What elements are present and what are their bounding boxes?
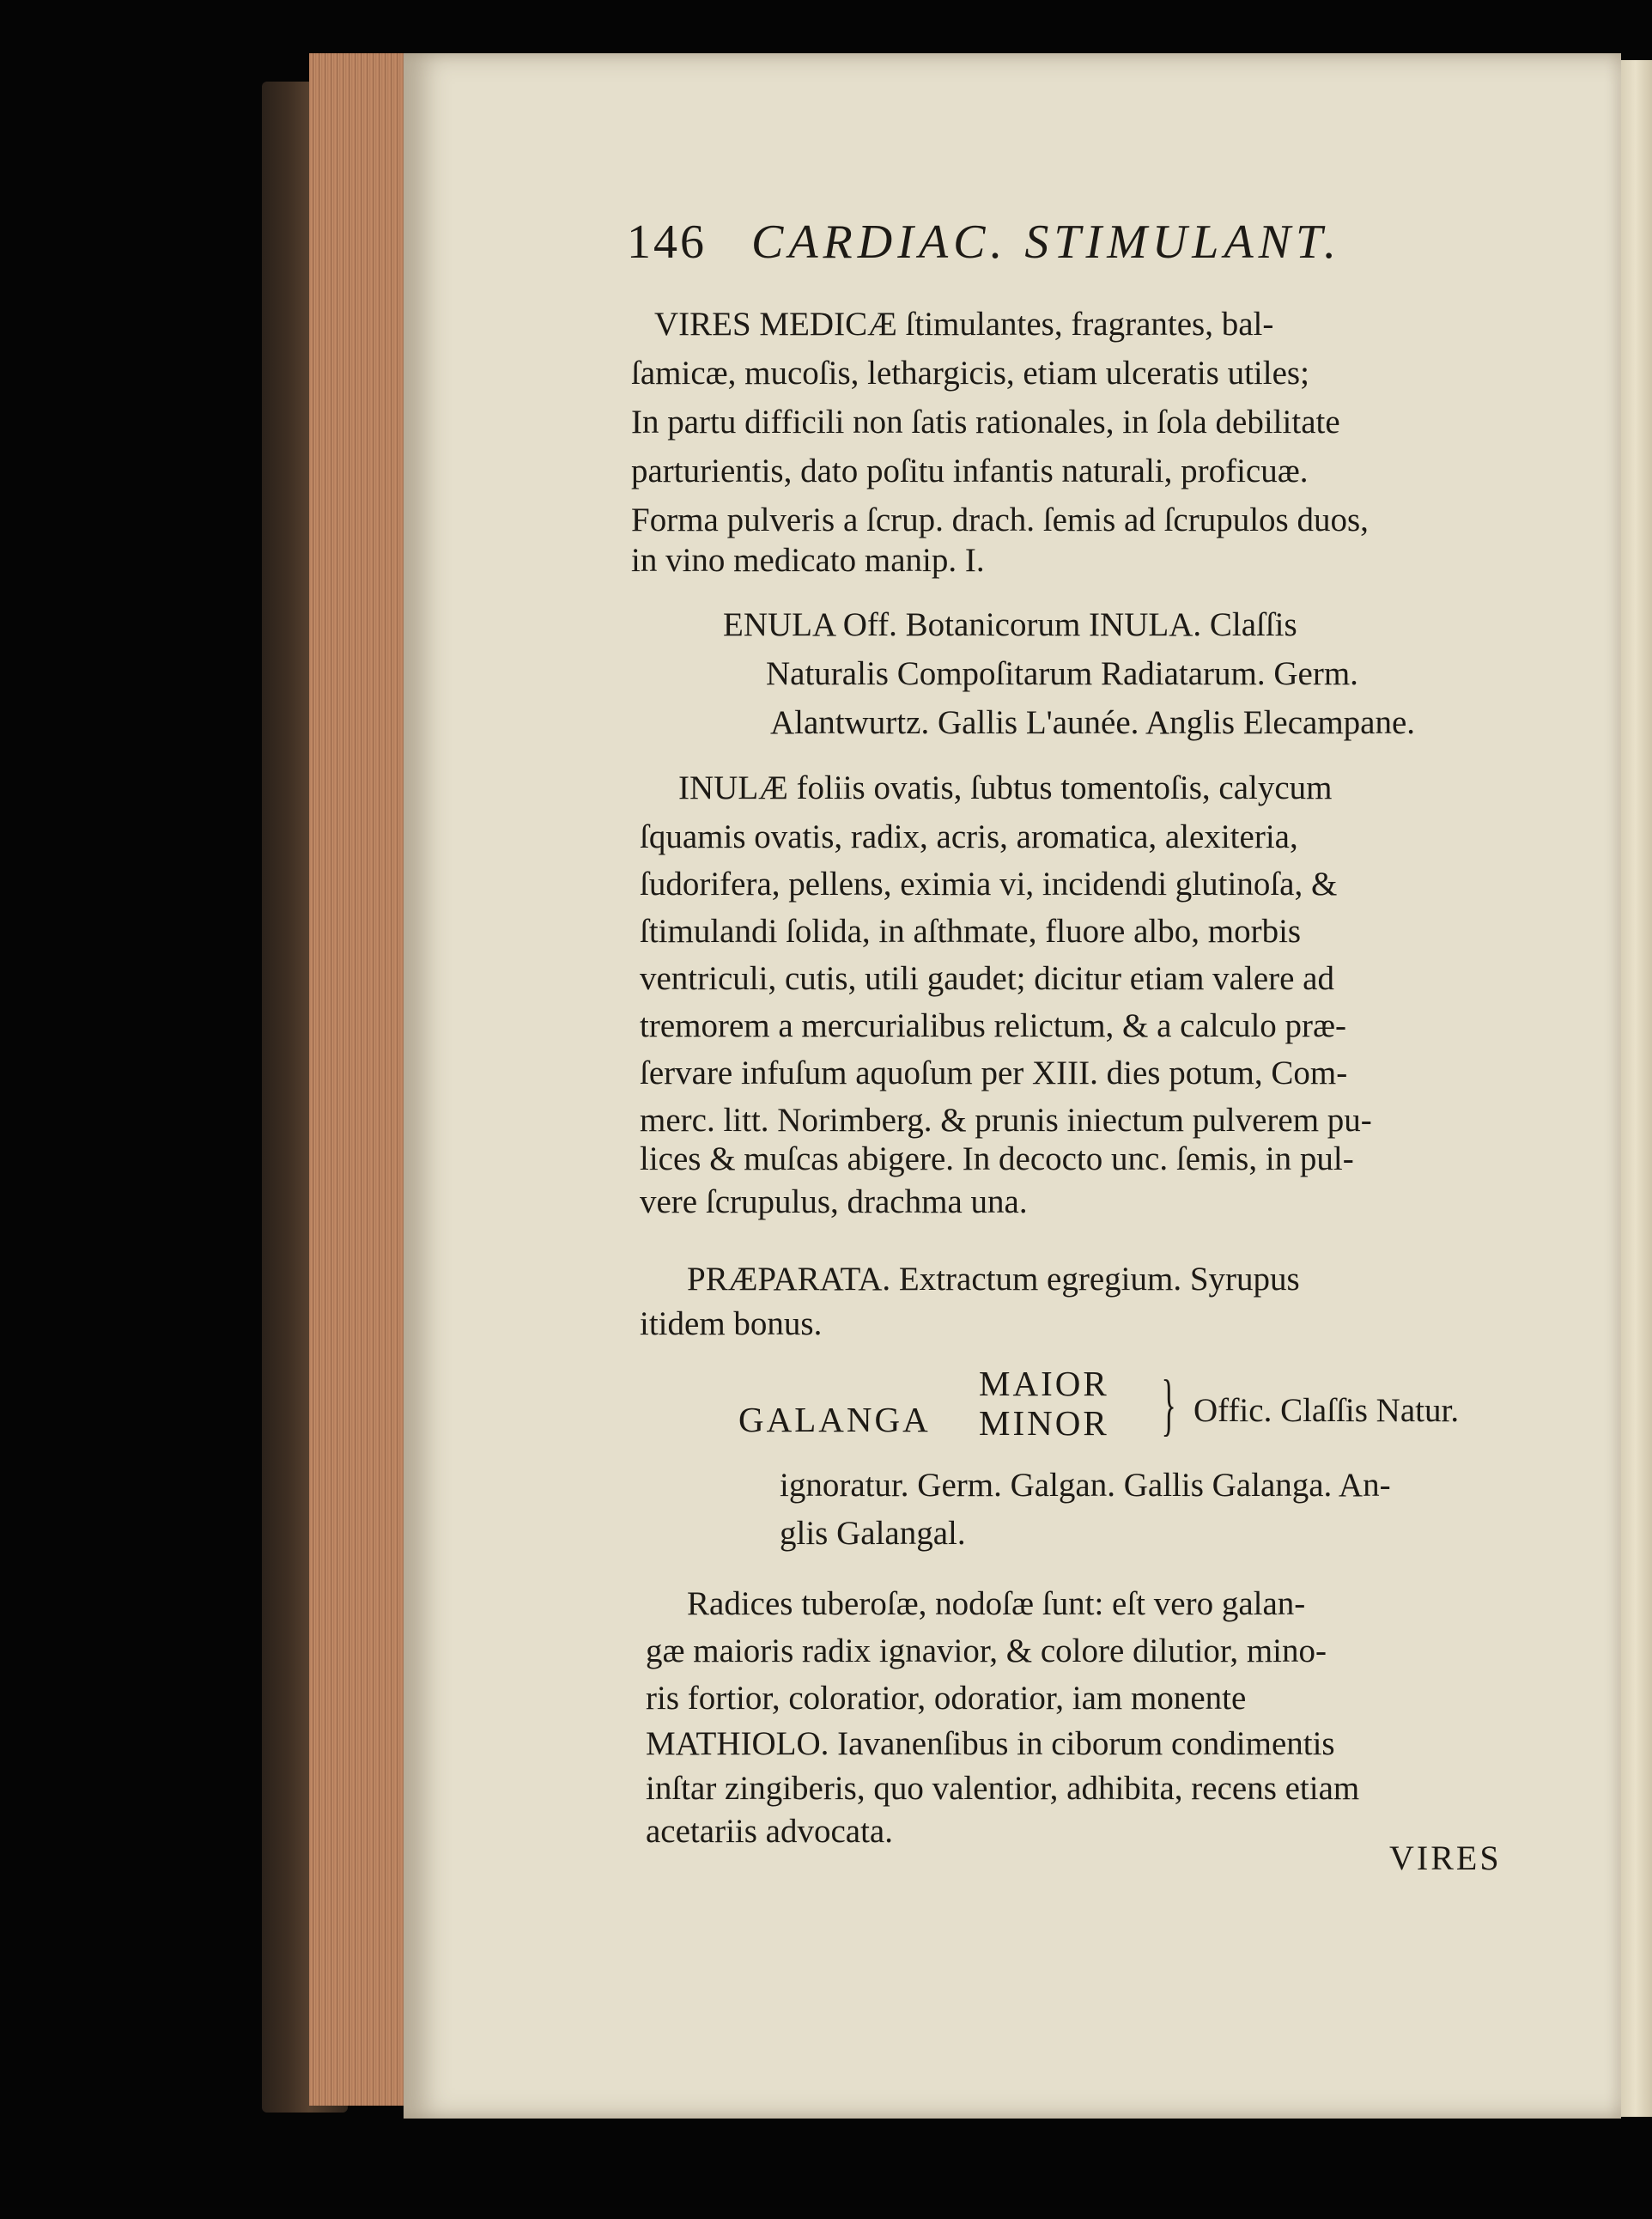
- galanga-line-1-rest: Offic. Claſſis Natur.: [1193, 1392, 1460, 1429]
- inulae-line-1: INULÆ foliis ovatis, ſubtus tomentoſis, calycum: [678, 769, 1333, 806]
- vires-line-3: In partu difficili non ſatis rationales, in ſola debilitate: [631, 404, 1340, 441]
- running-title: CARDIAC. STIMULANT.: [751, 216, 1341, 269]
- catchword: VIRES: [1389, 1839, 1502, 1877]
- enula-line-1: ENULA Off. Botanicorum INULA. Claſſis: [723, 606, 1297, 643]
- enula-line-2: Naturalis Compoſitarum Radiatarum. Germ.: [766, 655, 1358, 692]
- brace-symbol: }: [1161, 1367, 1176, 1443]
- inulae-line-2: ſquamis ovatis, radix, acris, aromatica, alexiteria,: [640, 818, 1298, 855]
- page-edges: [309, 53, 410, 2106]
- galanga-variant-minor: MINOR: [979, 1403, 1109, 1443]
- radices-line-5: inſtar zingiberis, quo valentior, adhibita, recens etiam: [646, 1770, 1360, 1807]
- inulae-line-10: vere ſcrupulus, drachma una.: [640, 1183, 1028, 1220]
- inulae-line-4: ſtimulandi ſolida, in aſthmate, fluore albo, morbis: [640, 913, 1302, 950]
- praeparata-line-1: PRÆPARATA. Extractum egregium. Syrupus: [687, 1261, 1300, 1298]
- page-number: 146: [627, 216, 707, 269]
- galanga-variant-maior: MAIOR: [979, 1364, 1109, 1403]
- radices-line-6: acetariis advocata.: [646, 1813, 893, 1850]
- vires-line-6: in vino medicato manip. I.: [631, 542, 985, 579]
- radices-line-3: ris fortior, coloratior, odoratior, iam monente: [646, 1680, 1247, 1717]
- inulae-line-3: ſudorifera, pellens, eximia vi, incidendi glutinoſa, &: [640, 866, 1338, 903]
- galanga-line-2: ignoratur. Germ. Galgan. Gallis Galanga. An-: [780, 1467, 1391, 1504]
- radices-line-2: gæ maioris radix ignavior, & colore dilutior, mino-: [646, 1632, 1327, 1669]
- vires-line-4: parturientis, dato poſitu infantis naturali, proficuæ.: [631, 453, 1309, 489]
- inulae-line-7: ſervare infuſum aquoſum per XIII. dies potum, Com-: [640, 1055, 1348, 1091]
- inulae-line-9: lices & muſcas abigere. In decocto unc. ſemis, in pul-: [640, 1140, 1354, 1177]
- inulae-line-6: tremorem a mercurialibus relictum, & a calculo præ-: [640, 1007, 1347, 1044]
- vires-line-2: ſamicæ, mucoſis, lethargicis, etiam ulceratis utiles;: [631, 355, 1309, 392]
- praeparata-line-2: itidem bonus.: [640, 1305, 823, 1342]
- galanga-line-3: glis Galangal.: [780, 1515, 966, 1552]
- radices-line-4: MATHIOLO. Iavanenſibus in ciborum condimentis: [646, 1725, 1335, 1762]
- inulae-line-5: ventriculi, cutis, utili gaudet; dicitur etiam valere ad: [640, 960, 1334, 997]
- galanga-variants: [979, 1364, 1109, 1443]
- radices-line-1: Radices tuberoſæ, nodoſæ ſunt: eſt vero galan-: [687, 1585, 1306, 1622]
- page-header: [627, 215, 1341, 270]
- inulae-line-8: merc. litt. Norimberg. & prunis iniectum pulverem pu-: [640, 1102, 1372, 1139]
- enula-line-3: Alantwurtz. Gallis L'aunée. Anglis Elecampane.: [770, 704, 1416, 741]
- galanga-name: GALANGA: [738, 1400, 931, 1439]
- vires-line-5: Forma pulveris a ſcrup. drach. ſemis ad ſcrupulos duos,: [631, 502, 1369, 538]
- vires-line-1: VIRES MEDICÆ ſtimulantes, fragrantes, bal-: [654, 306, 1274, 343]
